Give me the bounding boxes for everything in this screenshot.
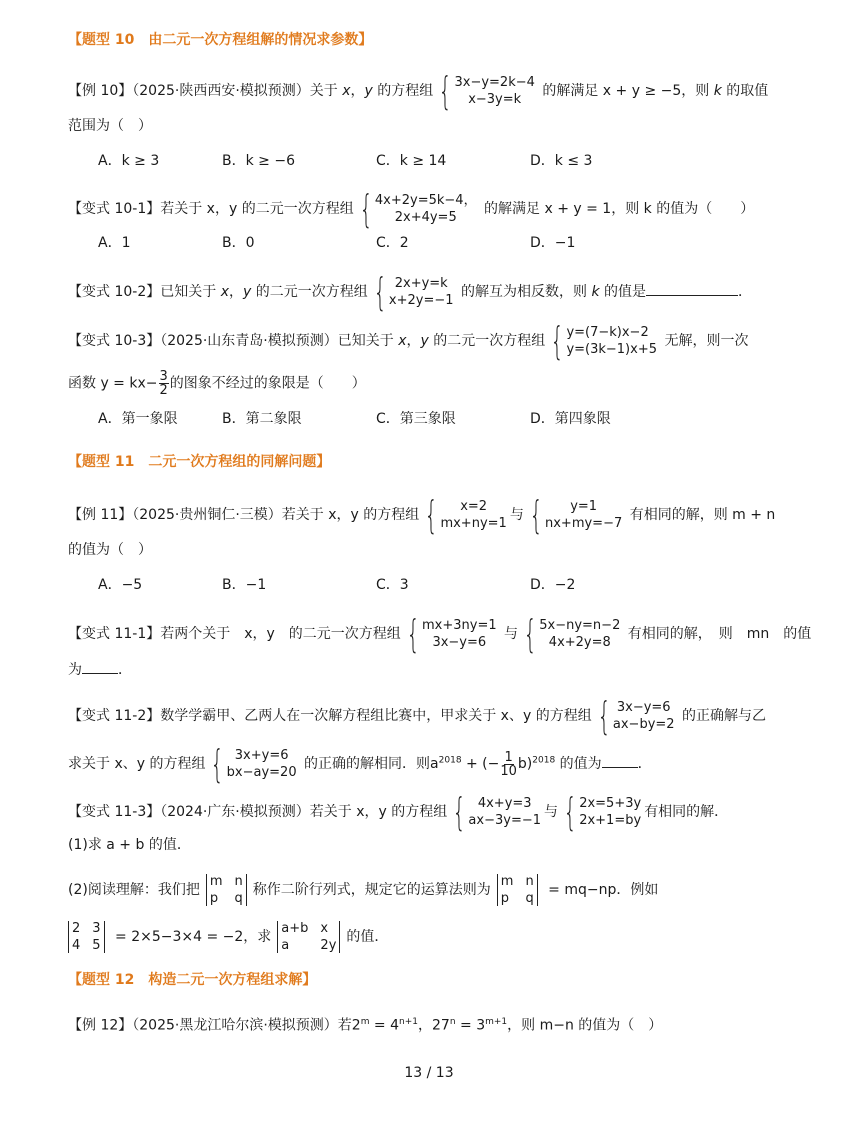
equation-system: { y=(7−k)x−2 y=(3k−1)x+5 bbox=[550, 319, 657, 363]
option-b: B．−1 bbox=[222, 577, 267, 593]
option-c: C．第三象限 bbox=[376, 411, 456, 427]
answer-blank bbox=[82, 659, 118, 674]
page-number: 13 / 13 bbox=[404, 1065, 454, 1081]
equation-system: { 2x=5+3y 2x+1=by bbox=[563, 790, 642, 834]
variant-10-3-line-2: 函数 y = kx− $\frac{3}{2}$ 的图象不经过的象限是（ ） bbox=[68, 369, 366, 398]
variant-11-3-question-2: (2)阅读理解：我们把 m n p q 称作二阶行列式，规定它的运算法则为 m n p q = mq−np．例如 bbox=[68, 874, 659, 906]
section-heading-12: 【题型 12 构造二元一次方程组求解】 bbox=[68, 972, 317, 988]
equation-system: { 3x−y=6 ax−by=2 bbox=[597, 694, 675, 738]
variant-10-2: 【变式 10-2】已知关于 x，y 的二元一次方程组 { 2x+y=k x+2y=−1 的解互为相反数，则 k 的值是 ． bbox=[68, 270, 752, 314]
fraction: $\frac{1}{10}$ bbox=[500, 749, 517, 779]
variant-10-1: 【变式 10-1】若关于 x，y 的二元一次方程组 { 4x+2y=5k−4， 2x+4y=5 的解满足 x + y = 1，则 k 的值为（ ） bbox=[68, 187, 755, 231]
option-d: D．k ≤ 3 bbox=[530, 153, 593, 169]
answer-blank bbox=[646, 281, 738, 296]
variant-11-2-line-1: 【变式 11-2】数学学霸甲、乙两人在一次解方程组比赛中，甲求关于 x、y 的方程组 { 3x−y=6 ax−by=2 的正确解与乙 bbox=[68, 694, 767, 738]
variant-11-1-line-1: 【变式 11-1】若两个关于 x，y 的二元一次方程组 { mx+3ny=1 3x−y=6 与 { 5x−ny=n−2 4x+2y=8 有相同的解， 则 mn 的值 bbox=[68, 612, 812, 656]
equation-system: { mx+3ny=1 3x−y=6 bbox=[406, 612, 497, 656]
determinant: a+b x a 2y bbox=[274, 920, 343, 954]
option-b: B．0 bbox=[222, 235, 255, 251]
example-12: 【例 12】（2025·黑龙江哈尔滨·模拟预测）若$2^m = 4^{n+1}$，$27^n = 3^{m+1}$，则 m−n 的值为（ ） bbox=[68, 1017, 663, 1034]
option-a: A．−5 bbox=[98, 577, 143, 593]
option-c: C．k ≥ 14 bbox=[376, 153, 447, 169]
example-11-line-2: 的值为（ ） bbox=[68, 542, 152, 558]
fraction: $\frac{3}{2}$ bbox=[159, 369, 168, 398]
variant-11-3-question-2-cont: 2 3 4 5 = 2×5−3×4 = −2，求 a+b x a 2y 的值． bbox=[68, 920, 388, 940]
option-d: D．−1 bbox=[530, 235, 576, 251]
variant-10-3-line-1: 【变式 10-3】（2025·山东青岛·模拟预测）已知关于 x，y 的二元一次方程组 { y=(7−k)x−2 y=(3k−1)x+5 无解，则一次 bbox=[68, 319, 749, 363]
variant-11-3-line-1: 【变式 11-3】（2024·广东·模拟预测）若关于 x，y 的方程组 { 4x+y=3 ax−3y=−1 与 { 2x=5+3y 2x+1=by 有相同的解． bbox=[68, 790, 729, 834]
option-c: C．2 bbox=[376, 235, 409, 251]
option-d: D．第四象限 bbox=[530, 411, 611, 427]
variant-11-1-line-2: 为 ． bbox=[68, 659, 132, 679]
equation-system: { 4x+y=3 ax−3y=−1 bbox=[452, 790, 541, 834]
determinant: m n p q bbox=[203, 873, 250, 907]
example-10-line-2: 范围为（ ） bbox=[68, 118, 152, 134]
equation-system: { 4x+2y=5k−4， 2x+4y=5 bbox=[359, 187, 477, 231]
option-a: A．第一象限 bbox=[98, 411, 178, 427]
option-a: A．k ≥ 3 bbox=[98, 153, 160, 169]
variant-11-2-line-2: 求关于 x、y 的方程组 { 3x+y=6 bx−ay=20 的正确的解相同．则$a^{2018}$ + (− $\frac{1}{10}$ b)$^{2018}$ 的值为 ． bbox=[68, 742, 652, 786]
equation-system: { x=2 mx+ny=1 bbox=[424, 493, 507, 537]
option-d: D．−2 bbox=[530, 577, 576, 593]
answer-blank bbox=[602, 753, 638, 768]
example-11-line-1: 【例 11】（2025·贵州铜仁·三模）若关于 x，y 的方程组 { x=2 mx+ny=1 与 { y=1 nx+my=−7 有相同的解，则 m + n bbox=[68, 493, 776, 537]
equation-system: { 2x+y=k x+2y=−1 bbox=[373, 270, 454, 314]
option-b: B．k ≥ −6 bbox=[222, 153, 295, 169]
determinant: m n p q bbox=[494, 873, 541, 907]
equation-system: { 5x−ny=n−2 4x+2y=8 bbox=[523, 612, 621, 656]
equation-system: { y=1 nx+my=−7 bbox=[529, 493, 623, 537]
section-heading-11: 【题型 11 二元一次方程组的同解问题】 bbox=[68, 454, 331, 470]
equation-system: { 3x+y=6 bx−ay=20 bbox=[210, 742, 297, 786]
option-c: C．3 bbox=[376, 577, 409, 593]
option-a: A．1 bbox=[98, 235, 131, 251]
option-b: B．第二象限 bbox=[222, 411, 302, 427]
equation-system: { 3x−y=2k−4 x−3y=k bbox=[438, 69, 535, 113]
example-10-line-1: 【例 10】（2025·陕西西安·模拟预测）关于 x，y 的方程组 { 3x−y=2k−4 x−3y=k 的解满足 x + y ≥ −5，则 k 的取值 bbox=[68, 69, 769, 113]
section-heading-10: 【题型 10 由二元一次方程组解的情况求参数】 bbox=[68, 32, 373, 48]
determinant: 2 3 4 5 bbox=[65, 920, 108, 954]
variant-11-3-question-1: (1)求 a + b 的值． bbox=[68, 837, 191, 853]
